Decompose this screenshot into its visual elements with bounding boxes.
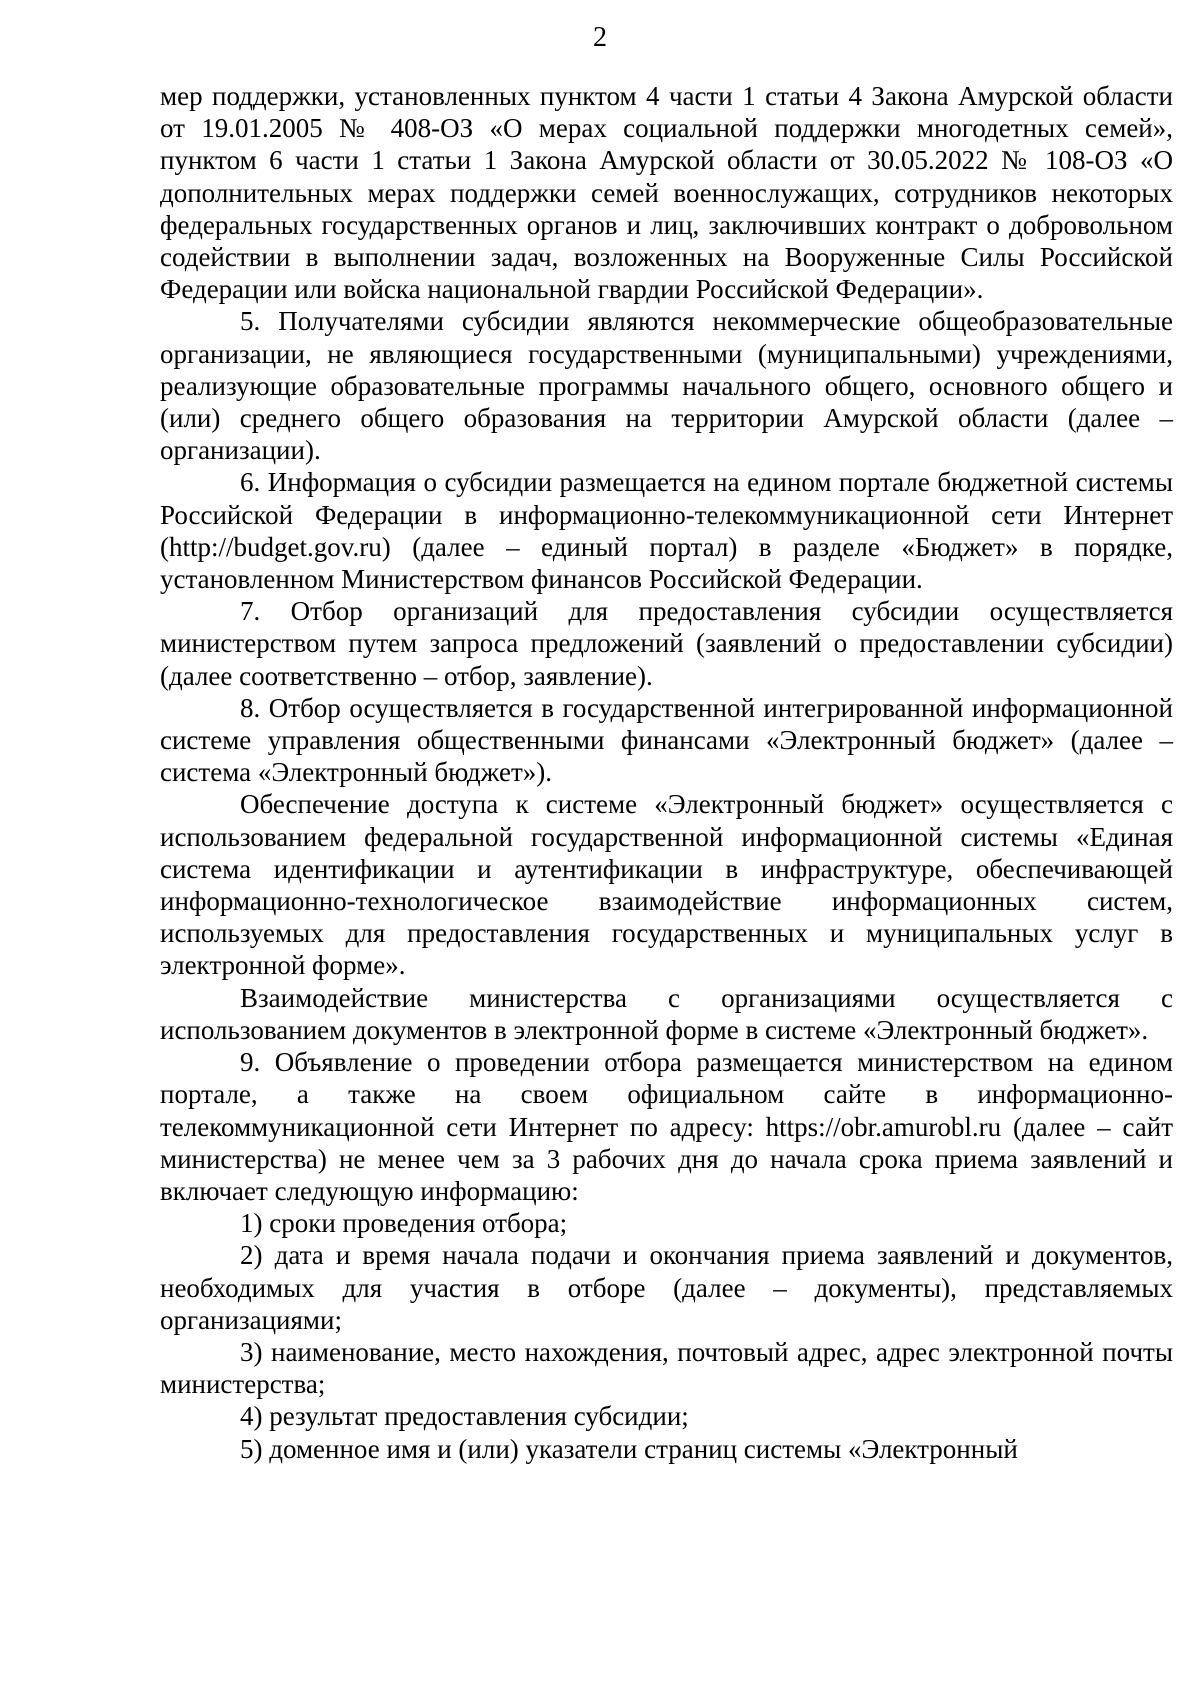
list-item-4: 4) результат предоставления субсидии; <box>240 1401 689 1432</box>
list-item-1: 1) сроки проведения отбора; <box>240 1208 568 1239</box>
list-item-3: 3) наименование, место нахождения, почтовый адрес, адрес электронной почты министерства; <box>160 1336 1173 1400</box>
paragraph-continuation: мер поддержки, установленных пунктом 4 части 1 статьи 4 Закона Амурской области от 19.01.2005 № 408-ОЗ «О мерах социальной поддержки многодетных семей», пунктом 6 части 1 статьи 1 Закона Амурской области от 30.05.2022 № 108-ОЗ «О дополнительных мерах поддержки семей военнослужащих, сотрудников некоторых федеральных государственных органов и лиц, заключивших контракт о добровольном содействии в выполнении задач, возложенных на Вооруженные Силы Российской Федерации или войска национальной гвардии Российской Федерации». <box>160 81 1173 305</box>
paragraph-access-system: Обеспечение доступа к системе «Электронный бюджет» осуществляется с использованием федеральной государственной информационной системы «Единая система идентификации и аутентификации в инфраструктуре, обеспечивающей информационно-технологическое взаимодействие информационных систем, используемых для предоставления государственных и муниципальных услуг в электронной форме». <box>160 789 1173 981</box>
paragraph-interaction: Взаимодействие министерства с организациями осуществляется с использованием документов в электронной форме в системе «Электронный бюджет». <box>160 982 1173 1045</box>
paragraph-item-6: 6. Информация о субсидии размещается на едином портале бюджетной системы Российской Федерации в информационно-телекоммуникационной сети Интернет (http://budget.gov.ru) (далее – единый портал) в разделе «Бюджет» в порядке, установленном Министерством финансов Российской Федерации. <box>160 467 1173 595</box>
paragraph-item-7: 7. Отбор организаций для предоставления субсидии осуществляется министерством путем запроса предложений (заявлений о предоставлении субсидии) (далее соответственно – отбор, заявление). <box>160 596 1173 691</box>
paragraph-item-9: 9. Объявление о проведении отбора размещается министерством на едином портале, а также на своем официальном сайте в информационно-телекоммуникационной сети Интернет по адресу: https://obr.amurobl.ru (далее – сайт министерства) не менее чем за 3 рабочих дня до начала срока приема заявлений и включает следующую информацию: <box>160 1047 1173 1206</box>
list-item-5: 5) доменное имя и (или) указатели страниц системы «Электронный <box>240 1433 1018 1464</box>
paragraph-item-5: 5. Получателями субсидии являются некоммерческие общеобразовательные организации, не являющиеся государственными (муниципальными) учреждениями, реализующие образовательные программы начального общего, основного общего и (или) среднего общего образования на территории Амурской области (далее – организации). <box>160 306 1173 466</box>
list-item-2: 2) дата и время начала подачи и окончания приема заявлений и документов, необходимых для участия в отборе (далее – документы), представляемых организациями; <box>160 1240 1173 1335</box>
paragraph-item-8: 8. Отбор осуществляется в государственной интегрированной информационной системе управления общественными финансами «Электронный бюджет» (далее – система «Электронный бюджет»). <box>160 692 1173 788</box>
page-number: 2 <box>593 22 607 53</box>
document-body <box>160 80 1173 1465</box>
